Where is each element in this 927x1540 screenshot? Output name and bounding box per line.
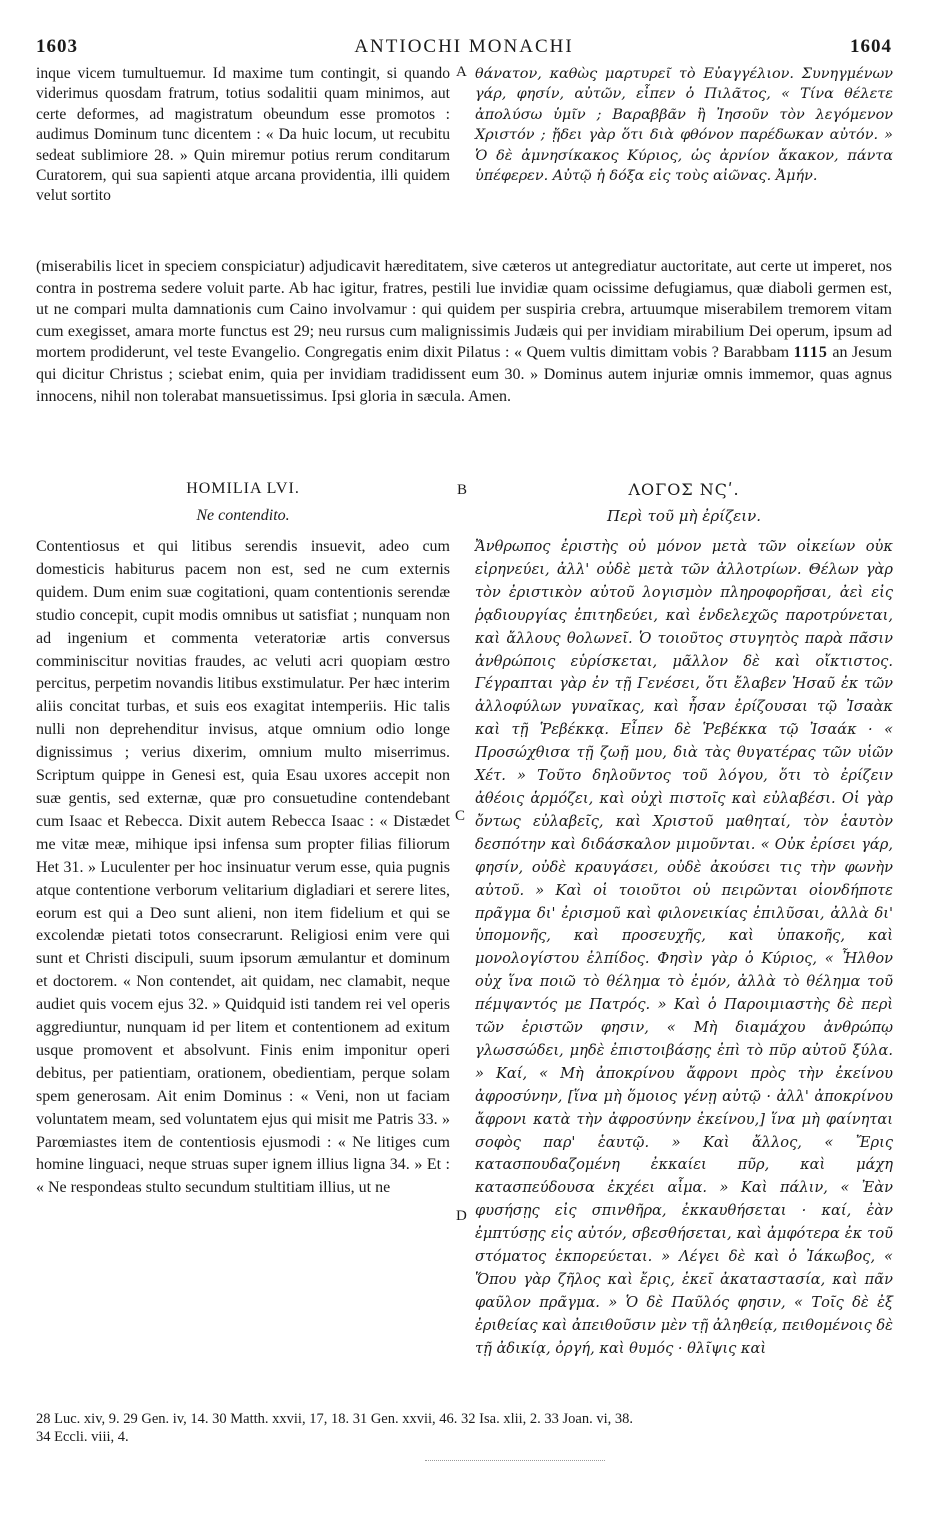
homily-subtitle-latin: Ne contendito.: [196, 507, 290, 524]
margin-marker-a: A: [456, 64, 467, 80]
homily-title-latin: HOMILIA LVI.: [186, 480, 300, 497]
footnote-line-1: 28 Luc. xiv, 9. 29 Gen. iv, 14. 30 Matth. xxvii, 17, 18. 31 Gen. xxvii, 46. 32 Isa. xlii, 2. 33 Joan. vi, 38.: [36, 1411, 634, 1427]
homily-title-greek: ΛΟΓΟΣ ΝϚʹ.: [628, 480, 740, 499]
footnote-line-2: 34 Eccli. viii, 4.: [36, 1429, 129, 1445]
top-left-column: [36, 64, 450, 207]
greek-body-text: Ἄνθρωπος ἐριστὴς οὐ μόνον μετὰ τῶν οἰκείων οὐκ εἰρηνεύει, ἀλλ' οὐδὲ μετὰ τῶν ἀλλοτρίων. Θέλων γὰρ τὸν ἐριστικὸν αὐτοῦ λογισμὸν πληροφορῆσαι, ἀεὶ εἰς ῥᾳδιουργίας ἐπιτηδεύει, καὶ ἐνδελεχῶς παροτρύνεται, καὶ ἄλλους θολωνεῖ. Ὁ τοιοῦτος στυγητὸς παρὰ πᾶσιν ἀνθρώποις εὑρίσκεται, μᾶλλον δὲ καὶ οἴκτιστος. Γέγραπται γὰρ ἐν τῇ Γενέσει, ὅτι ἔλαβεν Ἡσαῦ ἐκ τῶν ἀλλοφύλων γυναῖκας, καὶ ἦσαν ἐρίζουσαι τῷ Ἰσαὰκ καὶ τῇ Ῥεβέκκᾳ. Εἶπεν δὲ Ῥεβέκκα τῷ Ἰσαάκ · « Προσώχθισα τῇ ζωῇ μου, διὰ τὰς θυγατέρας τῶν υἱῶν Χέτ. » Τοῦτο δηλοῦντος τοῦ λόγου, ὅτι τὸ ἐρίζειν ἀθέοις ἁρμόζει, καὶ οὐχὶ πιστοῖς καὶ εὐλαβέσι. Οἱ γὰρ ὄντως εὐλαβεῖς, καὶ Χριστοῦ μαθηταί, τὸν ἑαυτὸν δεσπότην καὶ διδάσκαλον μιμοῦνται. « Οὐκ ἐρίσει γάρ, φησίν, οὐδὲ κραυγάσει, οὐδὲ ἀκούσει τις τὴν φωνὴν αὐτοῦ. » Καὶ οἱ τοιοῦτοι οὐ πειρῶνται οἱονδήποτε πρᾶγμα δι' ἐρισμοῦ καὶ φιλονεικίας ἐπιλῦσαι, ἀλλὰ δι' ὑπομονῆς, καὶ προσευχῆς, καὶ ὑπακοῆς, καὶ μονολογίστου ἐλπίδος. Φησὶν γὰρ ὁ Κύριος, « Ἦλθον οὐχ ἵνα ποιῶ τὸ θέλημα τὸ ἐμόν, ἀλλὰ τὸ θέλημα τοῦ πέμψαντός με Πατρός. » Καὶ ὁ Παροιμιαστὴς δὲ περὶ τῶν ἐριστῶν φησιν, « Μὴ διαμάχου ἀνθρώπῳ γλωσσώδει, μηδὲ ἐπιστοιβάσῃς ἐπὶ τὸ πῦρ αὐτοῦ ξύλα. » Καί, « Μὴ ἀποκρίνου ἄφρονι πρὸς τὴν ἐκείνου ἀφροσύνην, [ἵνα μὴ ὅμοιος γένῃ αὐτῷ · ἀλλ' ἀποκρίνου ἄφρονι κατὰ τὴν ἀφροσύνην ἐκείνου,] ἵνα μὴ φαίνηται σοφὸς παρ' ἑαυτῷ. » Καὶ ἄλλος, « Ἔρις κατασπουδαζομένη ἐκκαίει πῦρ, καὶ μάχη κατασπεύδουσα ἐκχέει αἷμα. » Καὶ πάλιν, « Ἐὰν φυσήσῃς εἰς σπινθῆρα, ἐκκαυθήσεται · καί, ἐὰν ἐμπτύσῃς εἰς αὐτόν, σβεσθήσεται, καὶ ἀμφότερα ἐκ τοῦ στόματος ἐκπορεύεται. » Λέγει δὲ καὶ ὁ Ἰάκωβος, « Ὅπου γὰρ ζῆλος καὶ ἔρις, ἐκεῖ ἀκαταστασία, καὶ πᾶν φαῦλον πρᾶγμα. » Ὁ δὲ Παῦλός φησιν, « Τοῖς δὲ ἐξ ἐριθείας καὶ ἀπειθοῦσιν μὲν τῇ ἀληθείᾳ, πειθομένοις δὲ τῇ ἀδικίᾳ, ὀργή, καὶ θυμός · θλῖψις καὶ: [475, 538, 894, 1357]
footnotes: [36, 1410, 892, 1446]
full-width-paragraph: [36, 256, 892, 407]
running-header: [36, 36, 892, 64]
margin-marker-d: D: [456, 1208, 467, 1224]
greek-body-column: [475, 536, 893, 1361]
page-number-left: 1603: [36, 36, 78, 57]
top-right-column: [475, 64, 893, 186]
page-number-right: 1604: [850, 36, 892, 57]
full-width-text: [36, 256, 892, 407]
homily-subtitle-greek: Περὶ τοῦ μὴ ἐρίζειν.: [606, 507, 761, 525]
footer-dotted-rule: [425, 1460, 605, 1461]
latin-body-text: Contentiosus et qui litibus serendis insuevit, adeo cum domesticis habiturus pacem non est, sed ne cum externis quidem. Dum enim suæ cogitationi, quam contentionis serendæ studio concepit, cupit modis omnibus ut satisfiat ; nunquam non ad ingenium et commenta veteratoriæ artis conversus comminiscitur novitias fraudes, ac veluti acri quopiam œstro percitus, perpetim novandis litibus exstimulatur. Per hæc interim aliis concitat turbas, et suis eos exagitat intemperiis. Hic talis nulli non deprehenditur invisus, atque omnium odio longe dignissimus ; verius dixerim, omnium multo miserrimus. Scriptum quippe in Genesi est, quia Esau uxores accepit non suæ gentis, sed externæ, quæ pro consuetudine contendebant cum Isaac et Rebecca. Dixit autem Rebecca Isaac : « Distædet me vitæ meæ, mihique ipsi infensa sum propter filias filiorum Het 31. » Luculenter per hoc insinuatur verum esse, quia pugnis atque contentione verborum velitarium digladiari et serere lites, eorum est qui a Deo sunt alieni, non item fidelium et qui se excolendæ pietati totos consecrarunt. Religiosi enim vere qui sunt et Christi discipuli, suum ipsorum æmulantur et dominum et doctorem. « Non contendet, ait quidam, nec clamabit, neque audiet quis vocem ejus 32. » Quidquid isti tandem rei vel operis aggrediuntur, nunquam id per litem et contentionem ad exitum usque promovent et absolvunt. Finis enim imponitur operi debitus, per patientiam, orationem, obedientiam, perque solam spem generosam. Ait enim Dominus : « Veni, non ut faciam voluntatem meam, sed voluntatem ejus qui misit me Patris 33. » Parœmiastes item de contentiosis ejusmodi : « Ne litiges cum homine linguaci, neque struas super ignem illius ligna 34. » Et : « Ne respondeas stulto secundum stultitiam illius, ut ne: [36, 538, 450, 1197]
margin-marker-b: B: [457, 482, 468, 498]
margin-marker-c: C: [455, 808, 466, 824]
column-number: 1115: [793, 344, 828, 362]
top-right-text: θάνατον, καθὼς μαρτυρεῖ τὸ Εὐαγγέλιον. Συνηγμένων γάρ, φησίν, αὐτῶν, εἶπεν ὁ Πιλᾶτος, « Τίνα θέλετε ἀπολύσω ὑμῖν ; Βαραββᾶν ἢ Ἰησοῦν τὸν λεγόμενον Χριστόν ; ᾔδει γὰρ ὅτι διὰ φθόνον παρέδωκαν αὐτόν. » Ὁ δὲ ἀμνησίκακος Κύριος, ὡς ἀρνίον ἄκακον, πάντα ὑπέφερεν. Αὐτῷ ἡ δόξα εἰς τοὺς αἰῶνας. Ἀμήν.: [475, 66, 893, 185]
latin-body-column: [36, 536, 450, 1200]
full-width-text-post: an Jesum qui dicitur Christus ; sciebat enim, quia per invidiam tradidissent eum 30. » Dominus autem injuriæ omnis immemor, quas agnus innocens, nihil non tolerabat mansuetissimus. Ipsi gloria in sæcula. Amen.: [36, 344, 893, 405]
top-left-text: inque vicem tumultuemur. Id maxime tum contingit, si quando viderimus quosdam fratrum, totius sodalitii quam minimos, aut certe deformes, ad magistratum obeundum esse promotos : audimus Dominum tunc dicentem : « Da huic locum, ut recubitu sedeat sublimiore 28. » Quin miremur potius rerum conditarum Curatorem, qui sua sapienti atque arcana providentia, illi quidem velut sortito: [36, 65, 450, 205]
full-width-text-pre: (miserabilis licet in speciem conspiciatur) adjudicavit hæreditatem, sive cæteros ut antegrediatur auctoritate, aut certe ut imperet, nos contra in postrema sedere voluit parte. Ab hac igitur, fratres, pestili lue invidiæ quam ocissime defugiamus, quæ diaboli germen est, ut ne compari multa damnationis cum Caino involvamur : qui quidem per suspiria crebra, artuumque miserabilem tremorem vitam cum exegisset, amara morte functus est 29; neu rursus cum malignissimis Judæis qui per invidiam mirabilium Dei operum, ipsum ad mortem prodiderunt, vel teste Evangelio. Congregatis enim dixit Pilatus : « Quem vultis dimittam vobis ? Barabbam: [36, 258, 892, 362]
running-title: ANTIOCHI MONACHI: [354, 36, 574, 57]
